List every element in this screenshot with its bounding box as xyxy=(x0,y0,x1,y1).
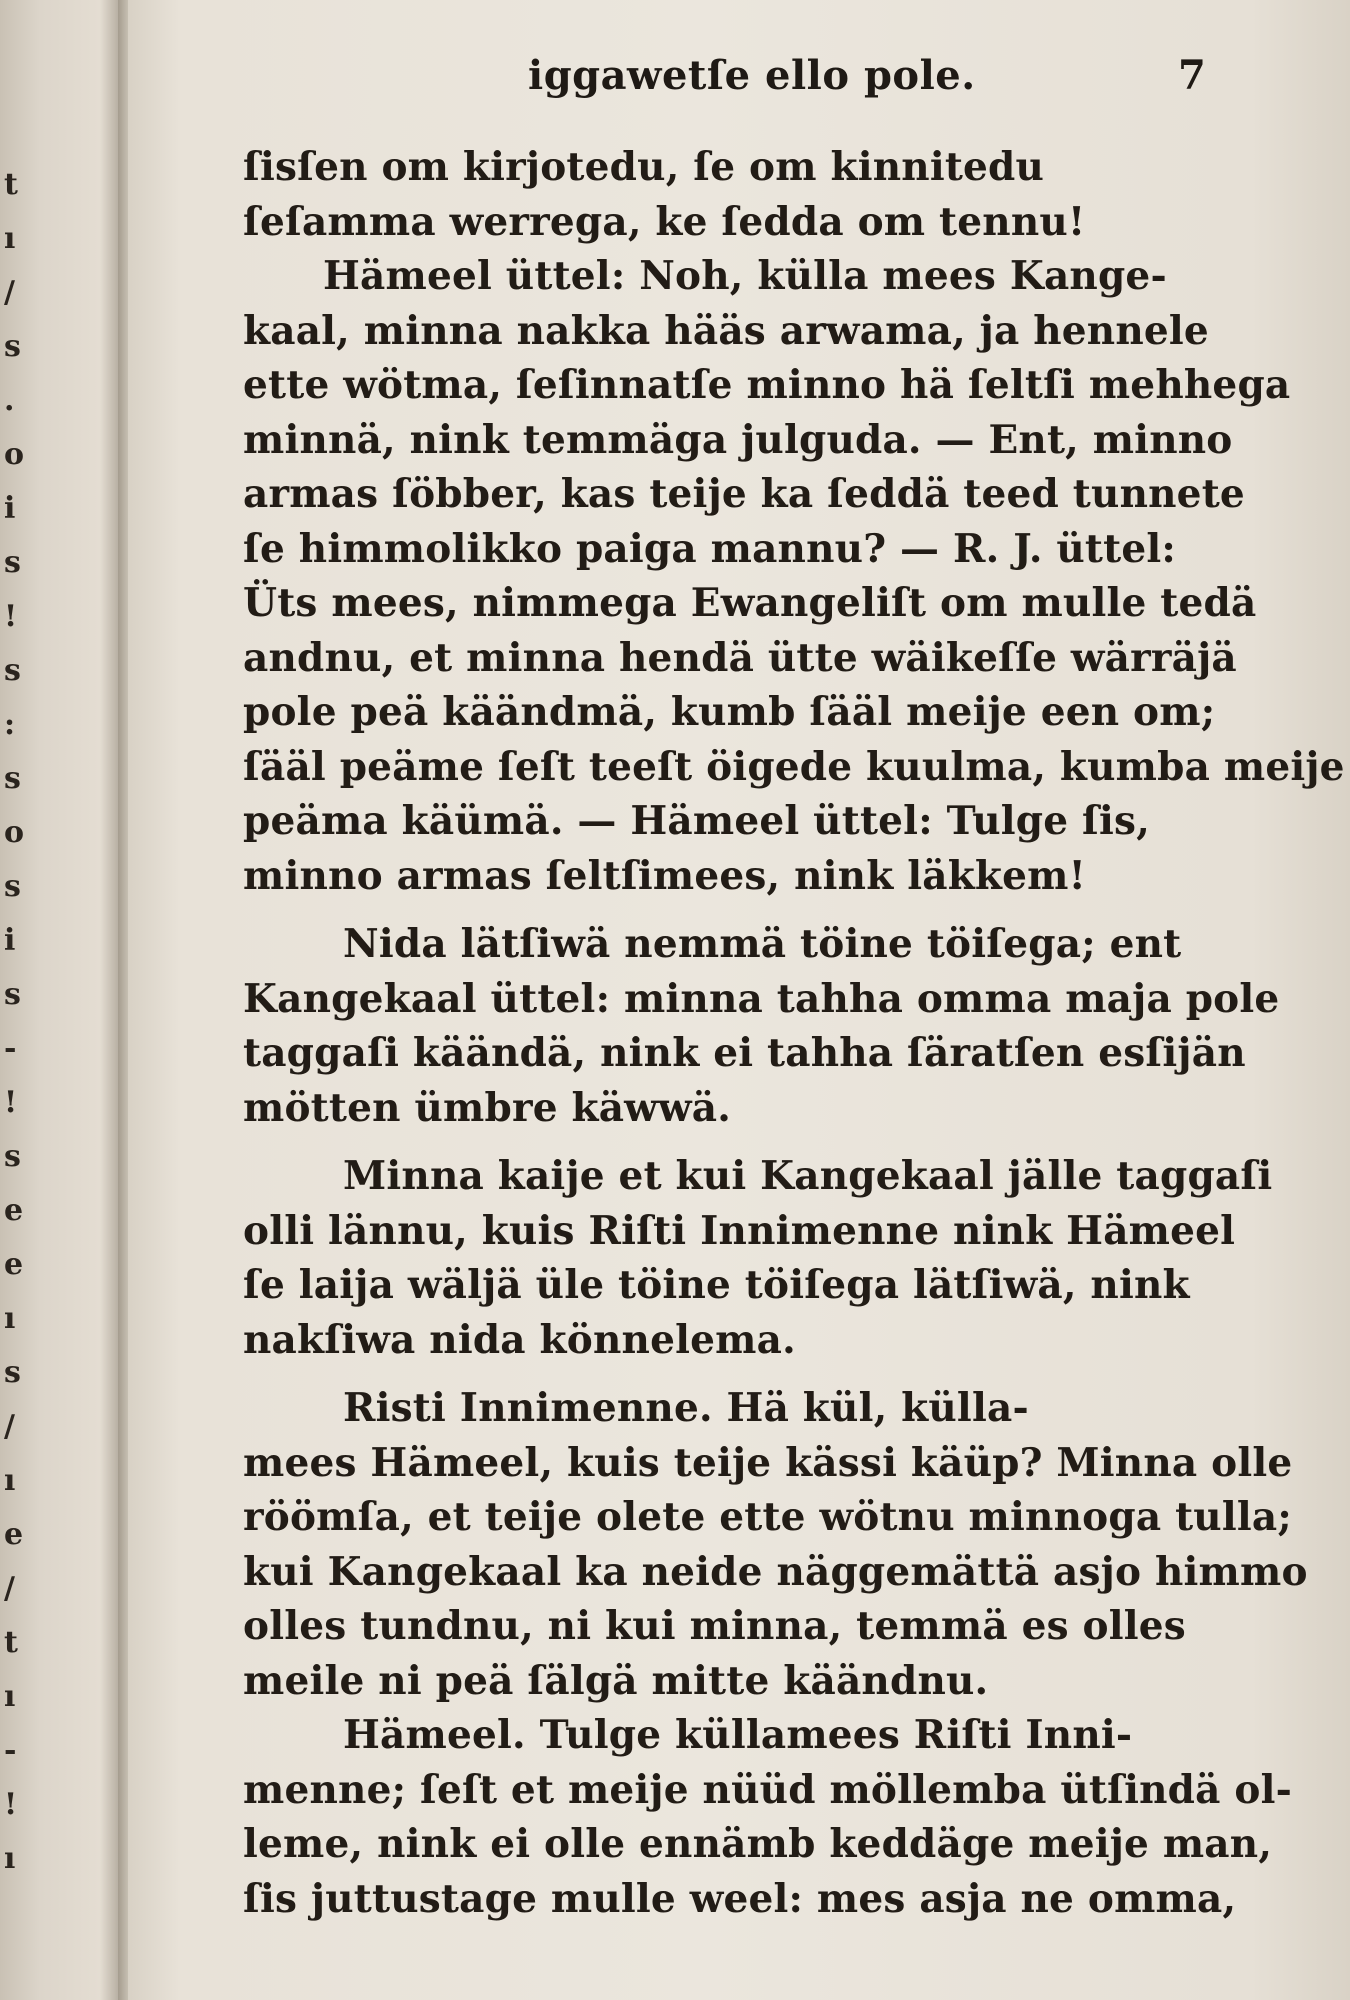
facing-page-fragment: o xyxy=(4,815,25,850)
facing-page-fragment: e xyxy=(4,1517,24,1552)
text-line: olles tundnu, ni kui minna, temmä es olles xyxy=(243,1603,1186,1649)
text-line: olli lännu, kuis Riſti Innimenne nink Hämeel xyxy=(243,1207,1236,1254)
text-line: mötten ümbre käwwä. xyxy=(243,1084,731,1131)
facing-page-fragment: - xyxy=(4,1733,17,1768)
text-line: Kangekaal üttel: minna tahha omma maja pole xyxy=(243,975,1280,1022)
text-line: mees Hämeel, kuis teije kässi käüp? Minna olle xyxy=(243,1439,1293,1486)
facing-page-fragment: t xyxy=(4,167,18,202)
facing-page-fragment: ! xyxy=(4,599,18,634)
body-text xyxy=(243,140,1345,1926)
facing-page-fragment: : xyxy=(4,707,16,742)
text-line: leme, nink ei olle ennämb keddäge meije man, xyxy=(243,1821,1273,1867)
text-line: nakſiwa nida könnelema. xyxy=(243,1316,796,1363)
facing-page-fragment: ı xyxy=(4,221,16,256)
facing-page-fragment: - xyxy=(4,1031,17,1066)
text-line: meile ni peä ſälgä mitte käändnu. xyxy=(243,1657,989,1704)
facing-page-fragment: s xyxy=(4,977,21,1012)
running-head-title: iggawetſe ello pole. xyxy=(528,52,976,99)
facing-page-fragment: s xyxy=(4,545,21,580)
facing-page-fragment: / xyxy=(4,275,15,310)
facing-page-fragment: s xyxy=(4,1355,21,1390)
facing-page-fragment: o xyxy=(4,437,25,472)
text-line: Risti Innimenne. Hä kül, külla- xyxy=(343,1385,1029,1431)
facing-page-fragment: s xyxy=(4,329,21,364)
facing-page-fragment: s xyxy=(4,653,21,688)
text-line: Hämeel. Tulge küllamees Riſti Inni- xyxy=(343,1712,1133,1758)
left-page-edge xyxy=(0,0,120,2000)
facing-page-fragment: e xyxy=(4,1193,24,1228)
facing-page-fragment: s xyxy=(4,1139,21,1174)
text-line: ette wötma, ſeſinnatſe minno hä ſeltſi mehhega xyxy=(243,362,1291,408)
text-line: minnä, nink temmäga julguda. — Ent, minno xyxy=(243,416,1233,463)
text-line: andnu, et minna hendä ütte wäikeſſe wärräjä xyxy=(243,634,1237,681)
facing-page-fragment: ı xyxy=(4,1301,16,1336)
text-line: ſis juttustage mulle weel: mes asja ne omma, xyxy=(243,1875,1237,1922)
facing-page-fragment: i xyxy=(4,491,16,526)
facing-page-fragment: s xyxy=(4,761,21,796)
text-line: peäma käümä. — Hämeel üttel: Tulge ſis, xyxy=(243,798,1150,844)
text-line: ſe laija wäljä üle töine töiſega lätſiwä, nink xyxy=(243,1262,1190,1308)
text-line: ſe himmolikko paiga mannu? — R. J. üttel: xyxy=(243,525,1176,572)
text-line: Üts mees, nimmega Ewangeliſt om mulle tedä xyxy=(243,580,1257,626)
facing-page-fragment: s xyxy=(4,869,21,904)
text-line: ſääl peäme ſeſt teeſt öigede kuulma, kumba meije xyxy=(243,743,1345,790)
facing-page-fragment: / xyxy=(4,1571,15,1606)
text-line: ſisſen om kirjotedu, ſe om kinnitedu xyxy=(243,144,1045,190)
facing-page-fragment: i xyxy=(4,923,16,958)
page-number: 7 xyxy=(1178,52,1206,99)
facing-page-fragment: ı xyxy=(4,1463,16,1498)
text-line: menne; ſeſt et meije nüüd möllemba ütſindä ol- xyxy=(243,1766,1293,1813)
text-line: Hämeel üttel: Noh, külla mees Kange- xyxy=(323,253,1167,299)
facing-page-fragment: ! xyxy=(4,1085,18,1120)
text-line: taggaſi käändä, nink ei tahha ſäratſen esſijän xyxy=(243,1030,1246,1076)
text-line: minno armas ſeltſimees, nink läkkem! xyxy=(243,852,1086,899)
facing-page-fragment: ! xyxy=(4,1787,18,1822)
facing-page-fragment: . xyxy=(4,383,15,418)
running-head xyxy=(128,52,1350,102)
text-line: Minna kaije et kui Kangekaal jälle taggaſi xyxy=(343,1153,1273,1199)
text-line: röömſa, et teije olete ette wötnu minnoga tulla; xyxy=(243,1494,1292,1540)
text-line: armas ſöbber, kas teije ka ſeddä teed tunnete xyxy=(243,471,1245,517)
right-page xyxy=(128,0,1350,2000)
book-gutter xyxy=(118,0,128,2000)
text-line: pole peä käändmä, kumb ſääl meije een om; xyxy=(243,689,1216,735)
facing-page-fragment: ı xyxy=(4,1679,16,1714)
facing-page-fragment: / xyxy=(4,1409,15,1444)
text-line: Nida lätſiwä nemmä töine töiſega; ent xyxy=(343,921,1182,967)
text-line: ſeſamma werrega, ke ſedda om tennu! xyxy=(243,198,1086,245)
facing-page-fragment: t xyxy=(4,1625,18,1660)
text-line: kaal, minna nakka hääs arwama, ja hennele xyxy=(243,307,1209,354)
facing-page-fragment: ı xyxy=(4,1841,16,1876)
facing-page-fragment: e xyxy=(4,1247,24,1282)
text-line: kui Kangekaal ka neide näggemättä asjo himmo xyxy=(243,1548,1308,1595)
